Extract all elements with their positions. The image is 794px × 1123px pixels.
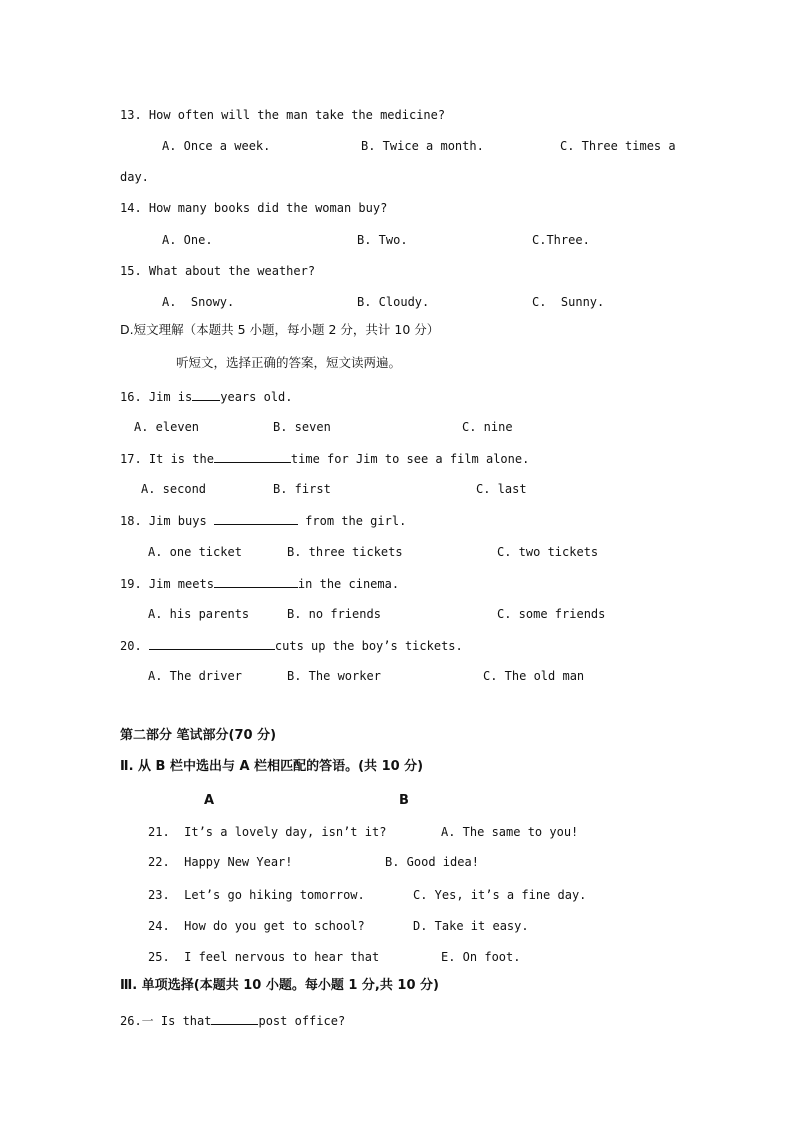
column-b-header: B [399,793,409,808]
q15-option-c: C. Sunny. [532,295,605,309]
column-a-header: A [204,793,215,808]
answer-blank[interactable] [214,575,298,588]
section-ii-title: Ⅱ. 从 B 栏中选出与 A 栏相匹配的答语。(共 10 分) [120,759,424,774]
q18-option-c: C. two tickets [497,545,599,559]
q16-option-c: C. nine [462,420,513,434]
q20-option-b: B. The worker [287,669,381,683]
q13-option-c-continued: day. [120,170,149,184]
match-item-a: 25. I feel nervous to hear that [148,950,380,964]
answer-blank[interactable] [211,1012,258,1025]
match-item-b: A. The same to you! [441,825,579,839]
q17-option-c: C. last [476,482,527,496]
q20-stem: 20. cuts up the boy’s tickets. [120,639,463,653]
q19-option-a: A. his parents [148,607,250,621]
q14-stem: 14. How many books did the woman buy? [120,201,388,215]
q14-option-a: A. One. [162,233,213,247]
answer-blank[interactable] [214,450,291,463]
q13-option-c: C. Three times a [560,139,676,153]
match-item-b: C. Yes, it’s a fine day. [413,888,587,902]
match-item-a: 23. Let’s go hiking tomorrow. [148,888,365,902]
q14-option-c: C.Three. [532,233,590,247]
q13-stem: 13. How often will the man take the medicine? [120,108,446,122]
q20-option-c: C. The old man [483,669,585,683]
q15-stem: 15. What about the weather? [120,264,316,278]
match-item-b: B. Good idea! [385,855,479,869]
section-d-title: D.短文理解（本题共 5 小题，每小题 2 分，共计 10 分） [120,322,440,337]
q26-stem: 26.一 Is that post office? [120,1014,346,1028]
answer-blank[interactable] [192,388,220,401]
q19-option-b: B. no friends [287,607,381,621]
q16-option-b: B. seven [273,420,331,434]
q16-option-a: A. eleven [134,420,200,434]
match-item-b: D. Take it easy. [413,919,529,933]
q15-option-b: B. Cloudy. [357,295,430,309]
q18-option-a: A. one ticket [148,545,242,559]
q20-option-a: A. The driver [148,669,242,683]
q18-option-b: B. three tickets [287,545,403,559]
q16-stem: 16. Jim is years old. [120,390,293,404]
match-item-a: 21. It’s a lovely day, isn’t it? [148,825,387,839]
q19-stem: 19. Jim meets in the cinema. [120,577,400,591]
match-item-a: 22. Happy New Year! [148,855,293,869]
match-item-a: 24. How do you get to school? [148,919,365,933]
q17-stem: 17. It is the time for Jim to see a film alone. [120,452,530,466]
q17-option-b: B. first [273,482,331,496]
answer-blank[interactable] [214,512,298,525]
q18-stem: 18. Jim buys from the girl. [120,514,407,528]
q19-option-c: C. some friends [497,607,606,621]
q15-option-a: A. Snowy. [162,295,235,309]
match-item-b: E. On foot. [441,950,521,964]
q13-option-b: B. Twice a month. [361,139,484,153]
section-iii-title: Ⅲ. 单项选择(本题共 10 小题。每小题 1 分,共 10 分) [120,978,439,993]
q14-option-b: B. Two. [357,233,408,247]
q17-option-a: A. second [141,482,207,496]
section-d-instruction: 听短文，选择正确的答案，短文读两遍。 [176,355,402,370]
q13-option-a: A. Once a week. [162,139,271,153]
part2-title: 第二部分 笔试部分(70 分) [120,728,277,743]
answer-blank[interactable] [149,637,275,650]
